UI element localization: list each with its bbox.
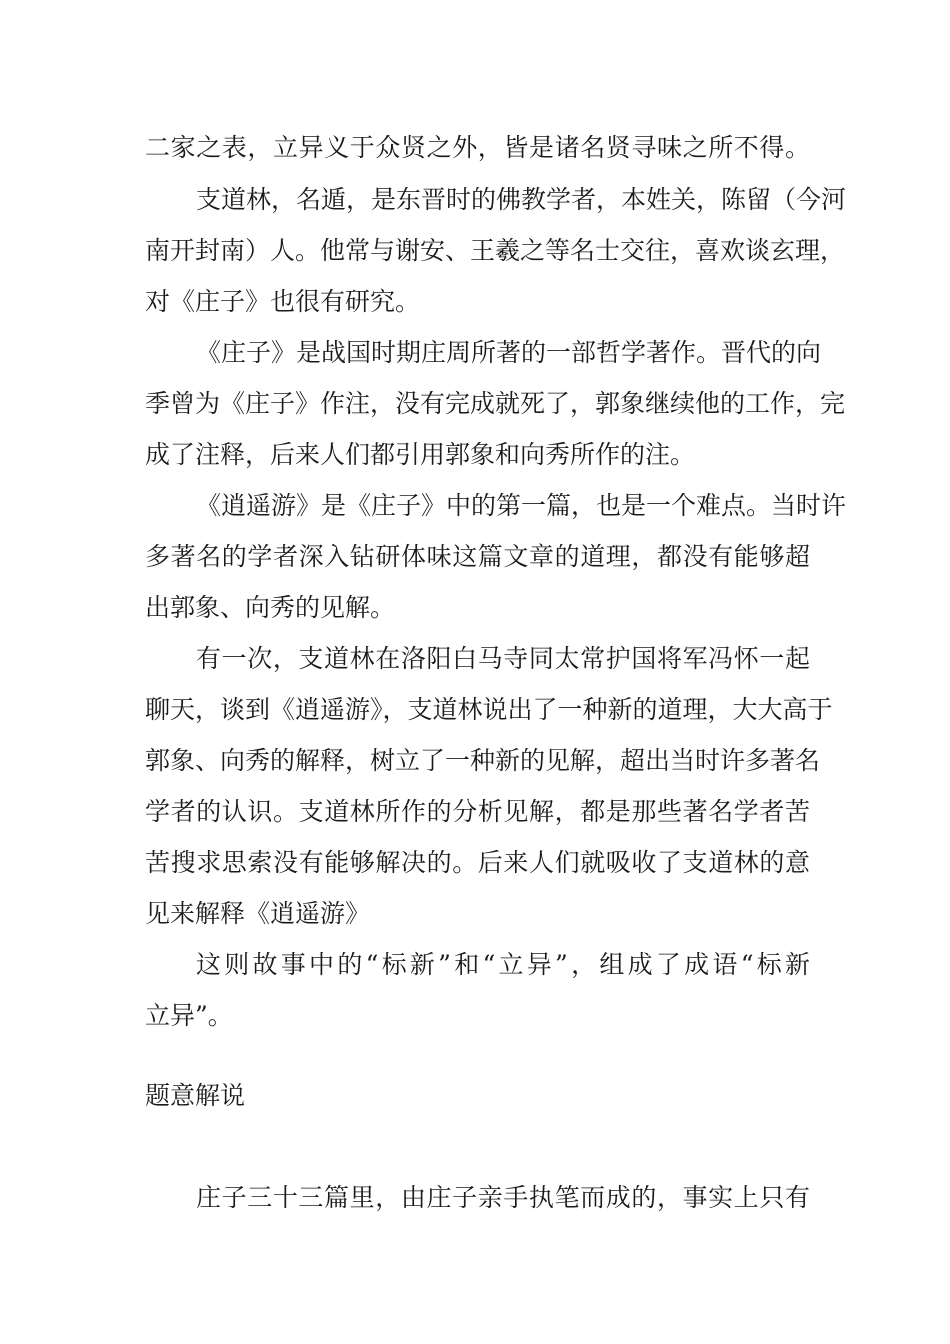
paragraph-line: 这则故事中的“标新”和“立异”，组成了成语“标新	[196, 950, 810, 979]
paragraph-line: 庄子三十三篇里，由庄子亲手执笔而成的，事实上只有	[196, 1183, 810, 1212]
paragraph-line: 聊天，谈到《逍遥游》，支道林说出了一种新的道理，大大高于	[145, 695, 833, 724]
paragraph-line: 《逍遥游》是《庄子》中的第一篇，也是一个难点。当时许	[196, 491, 847, 520]
paragraph-line: 有一次，支道林在洛阳白马寺同太常护国将军冯怀一起	[196, 644, 810, 673]
paragraph-line: 对《庄子》也很有研究。	[145, 287, 421, 316]
paragraph-line: 立异”。	[145, 1001, 233, 1030]
paragraph-line: 出郭象、向秀的见解。	[145, 593, 396, 622]
paragraph-line: 成了注释，后来人们都引用郭象和向秀所作的注。	[145, 440, 696, 469]
paragraph-line: 郭象、向秀的解释，树立了一种新的见解，超出当时许多著名	[145, 746, 821, 775]
paragraph-line: 南开封南）人。他常与谢安、王羲之等名士交往，喜欢谈玄理，	[145, 236, 846, 265]
paragraph-line: 季曾为《庄子》作注，没有完成就死了，郭象继续他的工作，完	[145, 389, 846, 418]
section-heading: 题意解说	[145, 1081, 246, 1110]
paragraph-line: 二家之表，立异义于众贤之外，皆是诸名贤寻味之所不得。	[145, 133, 810, 162]
paragraph-line: 学者的认识。支道林所作的分析见解，都是那些著名学者苦	[145, 797, 810, 826]
paragraph-line: 多著名的学者深入钻研体味这篇文章的道理，都没有能够超	[145, 542, 810, 571]
paragraph-line: 苦搜求思索没有能够解决的。后来人们就吸收了支道林的意	[145, 848, 810, 877]
paragraph-line: 见来解释《逍遥游》	[145, 899, 371, 928]
paragraph-line: 《庄子》是战国时期庄周所著的一部哲学著作。晋代的向	[196, 338, 822, 367]
paragraph-line: 支道林，名遁，是东晋时的佛教学者，本姓关，陈留（今河	[196, 185, 847, 214]
